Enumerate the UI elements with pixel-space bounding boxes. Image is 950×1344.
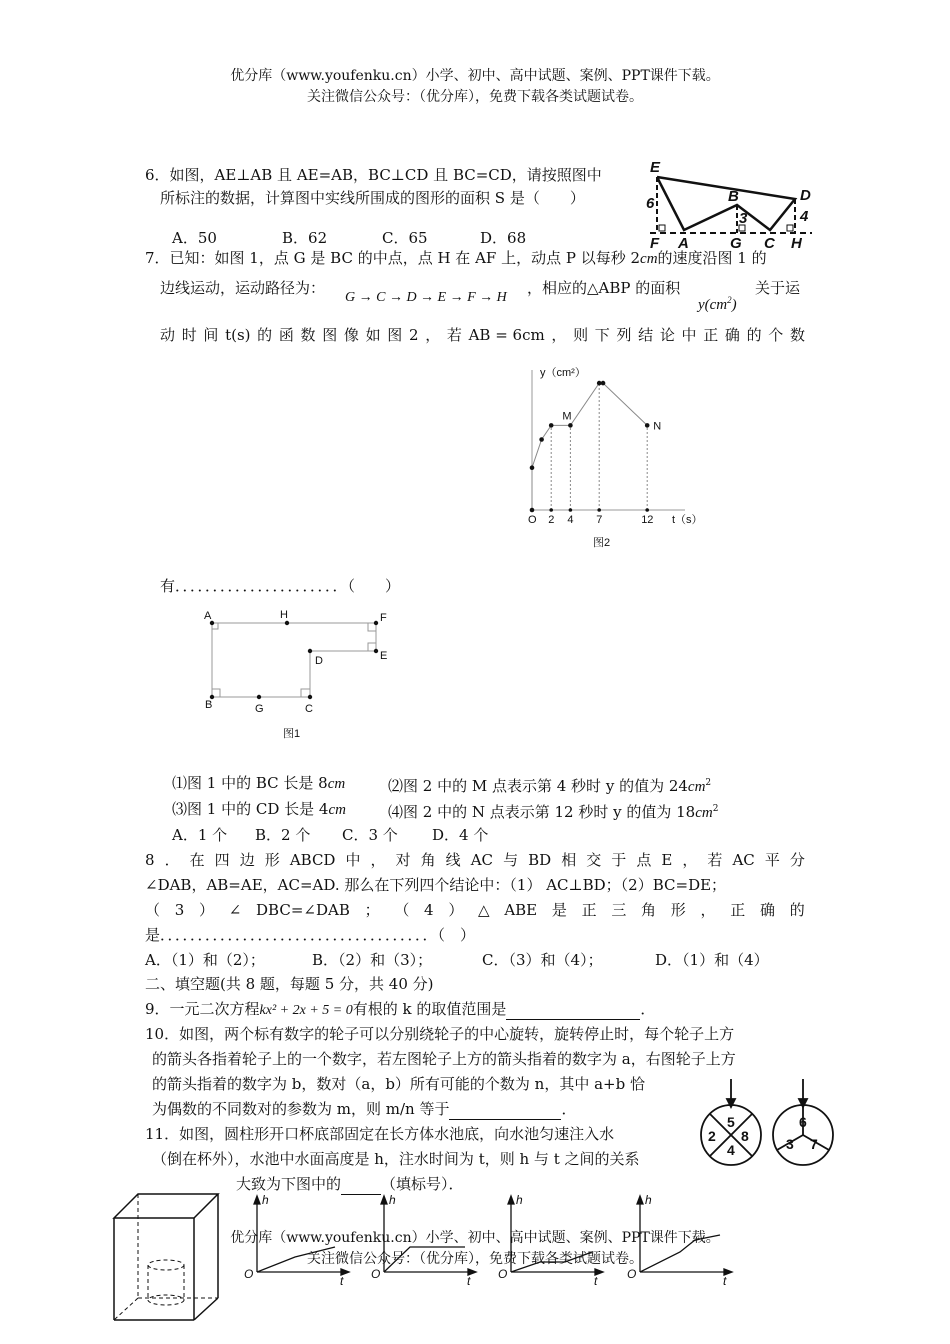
fig2-tick-label: 2 (548, 514, 555, 526)
word: 四 (214, 851, 230, 869)
q10-line-2: 的箭头各指着轮子上的一个数字，若左图轮子上方的箭头指着的数字为 a，右图轮子上方 (152, 1050, 736, 1068)
q9-text-b: 有根的 k 的取值范围是 (352, 1000, 507, 1018)
fig2-annotation-N: N (653, 420, 662, 433)
q10-wheels (695, 1075, 840, 1170)
q7-statement-4-text: ⑷图 2 中的 N 点表示第 12 秒时 y 的值为 18 (388, 803, 696, 821)
fig2-caption: 图2 (593, 537, 611, 549)
word: 形 (264, 851, 280, 869)
wheel-right-7: 7 (810, 1136, 818, 1152)
word: 动 (160, 326, 176, 344)
graph-1-h: h (262, 1193, 269, 1207)
word: 如 (365, 326, 381, 344)
graph-4-o: O (627, 1267, 637, 1281)
word: DBC=∠DAB (256, 901, 350, 919)
q10-line-4 (152, 1099, 576, 1120)
q10-line-1: 10．如图，两个标有数字的轮子可以分别绕轮子的中心旋转，旋转停止时，每个轮子上方 (145, 1025, 735, 1043)
q7-statement-3-unit: cm (328, 802, 346, 818)
q7-statement-4-unit: cm (695, 805, 713, 821)
q8-option-c: C．（3）和（4）； (482, 951, 603, 969)
q9-answer-blank[interactable] (506, 999, 640, 1020)
fig1-label-b: B (205, 699, 213, 711)
word: 确 (724, 326, 740, 344)
q7-area-var-text: y(cm (698, 297, 728, 313)
q6-num-4: 4 (800, 208, 809, 225)
graph-3-t: t (594, 1274, 598, 1287)
fig2-data-point (645, 423, 650, 428)
wheel-right-6: 6 (799, 1114, 807, 1130)
word: 是 (551, 901, 567, 919)
fig2-data-point (549, 423, 554, 428)
word: 论 (659, 326, 675, 344)
wheel-left-8: 8 (741, 1128, 749, 1144)
word: 交 (586, 851, 602, 869)
word: 数 (300, 326, 316, 344)
header-line-2: 关注微信公众号：（优分库），免费下载各类试题试卷。 (307, 89, 643, 105)
graph-2-o: O (371, 1267, 381, 1281)
q7-option-a: A．1 个 (172, 826, 228, 844)
wheel-left-4: 4 (727, 1142, 735, 1158)
fig1-caption: 图1 (283, 728, 301, 740)
q11-line-2: （倒在杯外），水池中水面高度是 h，注水时间为 t，则 h 与 t 之间的关系 (152, 1150, 640, 1168)
q6-label-c: C (764, 235, 775, 250)
fig2-tick-dot (645, 508, 649, 512)
word: ） (199, 901, 215, 919)
q6-label-e: E (650, 159, 661, 176)
q7-area-close: ) (731, 297, 737, 313)
graph-3-h: h (516, 1193, 523, 1207)
q6-option-a: A．50 (172, 229, 217, 247)
q8-line-4: 是．．．．．．．．．．．．．．．．．．．．．．．．．．．．．．．．．．．．（ ） (145, 926, 476, 944)
word: 与 (503, 851, 519, 869)
word: AC (732, 851, 755, 869)
q8-line-2: ∠DAB，AB=AE，AC=AD. 那么在下列四个结论中：（1） AC⊥BD；（2）BC=DE； (145, 876, 727, 894)
graph-4-t: t (723, 1274, 727, 1287)
word: 对 (395, 851, 411, 869)
graph-1-t: t (340, 1274, 344, 1287)
q6-label-a: A (678, 235, 689, 250)
word: ， (700, 901, 716, 919)
q10-end: ． (561, 1100, 577, 1118)
word: （ (145, 901, 161, 919)
word: BD (528, 851, 552, 869)
q6-label-f: F (650, 235, 660, 250)
word: 确 (759, 901, 775, 919)
fig1-label-a: A (204, 610, 212, 622)
word: ； (364, 901, 380, 919)
q6-line-1: 6．如图，AE⊥AB 且 AE=AB，BC⊥CD 且 BC=CD，请按照图中 (145, 166, 602, 184)
q10-answer-blank[interactable] (449, 1099, 561, 1120)
word: △ (478, 901, 490, 919)
word: ， (370, 851, 386, 869)
word: 时 (181, 326, 197, 344)
q6-num-6: 6 (646, 195, 655, 212)
graph-1-o: O (244, 1267, 254, 1281)
q8-option-d: D．（1）和（4） (655, 951, 769, 969)
wheel-left-5: 5 (727, 1114, 735, 1130)
word: 数 (789, 326, 805, 344)
word: ． (164, 851, 180, 869)
q6-option-b: B．62 (282, 229, 328, 247)
word: 图 (387, 326, 403, 344)
word: 线 (445, 851, 461, 869)
section-2-title: 二、填空题(共 8 题，每题 5 分，共 40 分) (145, 975, 434, 993)
q7-area-sq: 2 (727, 295, 732, 305)
fig1-label-f: F (380, 612, 387, 624)
word: 中 (345, 851, 361, 869)
fig2-tick-label: 7 (596, 514, 603, 526)
fig2-data-point (601, 381, 606, 386)
word: 的 (257, 326, 273, 344)
fig1-label-g: G (255, 703, 264, 715)
word: 于 (611, 851, 627, 869)
q8-line-3 (145, 900, 805, 920)
q6-label-d: D (800, 187, 811, 204)
word: （ (394, 901, 410, 919)
word: 角 (641, 901, 657, 919)
q7-line-2c: 关于运 (755, 279, 801, 297)
q7-statement-3-text: ⑶图 1 中的 CD 长是 4 (172, 800, 329, 818)
fig1-label-d: D (315, 655, 323, 667)
wheel-left-2: 2 (708, 1128, 716, 1144)
word: t(s) (225, 326, 251, 344)
graph-2-h: h (389, 1193, 396, 1207)
fig2-annotation-M: M (562, 410, 572, 423)
q6-num-3: 3 (739, 210, 748, 227)
fig2-data-point (530, 508, 535, 513)
fig2-tick-dot (549, 508, 553, 512)
q11-line-1: 11．如图，圆柱形开口杯底部固定在长方体水池底，向水池匀速注入水 (145, 1125, 615, 1143)
word: 角 (420, 851, 436, 869)
word: AB = 6cm (468, 326, 545, 344)
fig2-tick-label: 12 (641, 514, 654, 526)
q7-line-2a: 边线运动，运动路径为： (160, 279, 326, 297)
fig2-tick-dot (569, 508, 573, 512)
word: 图 (322, 326, 338, 344)
word: 2 (408, 326, 419, 344)
q7-statement-2-unit: cm (687, 779, 706, 795)
q6-figure (640, 155, 820, 250)
q6-label-b: B (728, 188, 739, 205)
q7-statement-3 (172, 799, 346, 820)
fig1-label-h: H (280, 609, 288, 621)
q7-line-1a: 7．已知：如图 1，点 G 是 BC 的中点，点 H 在 AF 上，动点 P 以每秒 2 (145, 249, 641, 267)
q9-line (145, 999, 655, 1021)
word: 下 (594, 326, 610, 344)
word: ， (682, 851, 698, 869)
word: 在 (189, 851, 205, 869)
q8-line-1 (145, 850, 805, 870)
word: 函 (278, 326, 294, 344)
q7-line-3 (160, 325, 805, 345)
word: 正 (581, 901, 597, 919)
q7-statement-1-text: ⑴图 1 中的 BC 长是 8 (172, 774, 328, 792)
q7-statement-4-sup: 2 (712, 804, 719, 814)
word: ， (551, 326, 567, 344)
wheel-right-3: 3 (786, 1136, 794, 1152)
q7-area-var (698, 290, 737, 315)
word: 相 (561, 851, 577, 869)
q6-line-2: 所标注的数据，计算图中实线所围成的图形的面积 S 是（ ） (160, 189, 585, 207)
word: 3 (174, 901, 185, 919)
graph-3-o: O (498, 1267, 508, 1281)
word: 列 (616, 326, 632, 344)
word: 若 (446, 326, 462, 344)
q9-end: ． (640, 1000, 656, 1018)
q7-figure-2 (510, 360, 720, 560)
q7-figure-1 (195, 605, 405, 745)
q9-text-a: 9．一元二次方程 (145, 1000, 260, 1018)
word: 正 (730, 901, 746, 919)
q7-option-c: C．3 个 (342, 826, 398, 844)
q11-line-3-end: （填标号）． (381, 1175, 464, 1193)
q8-option-a: A．（1）和（2）； (145, 951, 265, 969)
fig2-tick-dot (597, 508, 601, 512)
q7-statement-1 (172, 773, 345, 794)
word: ABCD (289, 851, 336, 869)
fig1-label-c: C (305, 703, 313, 715)
word: AC (470, 851, 494, 869)
header-line-1: 优分库（www.youfenku.cn）小学、初中、高中试题、案例、PPT课件下载。 (230, 68, 720, 84)
word: ∠ (228, 901, 242, 919)
word: 间 (203, 326, 219, 344)
word: 三 (611, 901, 627, 919)
q6-option-d: D．68 (480, 229, 527, 247)
fig2-data-point (539, 437, 544, 442)
fig2-data-point (530, 465, 535, 470)
word: 形 (670, 901, 686, 919)
q6-label-h: H (791, 235, 802, 250)
footer-line-2: 关注微信公众号：（优分库），免费下载各类试题试卷。 (307, 1251, 643, 1267)
graph-2-t: t (467, 1274, 471, 1287)
fig2-x-label: t（s） (672, 514, 703, 526)
q6-label-g: G (730, 235, 742, 250)
q7-line-2b: ，相应的△ABP 的面积 (527, 279, 681, 297)
q7-statement-1-unit: cm (327, 776, 346, 792)
word: ABE (504, 901, 538, 919)
word: 若 (707, 851, 723, 869)
word: E (661, 851, 673, 869)
q10-line-3: 的箭头指着的数字为 b，数对（a，b）所有可能的个数为 n，其中 a+b 恰 (152, 1075, 645, 1093)
word: 像 (343, 326, 359, 344)
fig2-data-point (568, 423, 573, 428)
q6-option-c: C．65 (382, 229, 428, 247)
q7-statement-2-text: ⑵图 2 中的 M 点表示第 4 秒时 y 的值为 24 (388, 777, 688, 795)
q7-statement-2 (388, 773, 711, 797)
word: 4 (424, 901, 434, 919)
word: 正 (703, 326, 719, 344)
footer-line-1: 优分库（www.youfenku.cn）小学、初中、高中试题、案例、PPT课件下载。 (230, 1230, 720, 1246)
q9-equation: kx² + 2x + 5 = 0 (259, 1003, 353, 1018)
fig2-y-label: y（cm²） (540, 367, 586, 379)
word: 分 (789, 851, 805, 869)
fig2-origin: O (528, 514, 537, 526)
word: 点 (636, 851, 652, 869)
q7-option-d: D．4 个 (432, 826, 489, 844)
word: 平 (764, 851, 780, 869)
q7-option-b: B．2 个 (255, 826, 311, 844)
graph-4-h: h (645, 1193, 652, 1207)
q7-line-1b: 的速度沿图 1 的 (657, 249, 767, 267)
fig2-tick-label: 4 (567, 514, 574, 526)
word: 的 (789, 901, 805, 919)
q7-line-1 (145, 248, 767, 269)
q7-statement-4 (388, 799, 718, 823)
word: 边 (239, 851, 255, 869)
fig1-label-e: E (380, 650, 388, 662)
word: ） (448, 901, 464, 919)
word: 中 (681, 326, 697, 344)
q7-unit-cm: cm (640, 251, 658, 267)
word: ， (425, 326, 441, 344)
fig2-series-line (532, 383, 647, 510)
q8-option-b: B．（2）和（3）； (312, 951, 433, 969)
q7-path: G → C → D → E → F → H (345, 290, 507, 305)
q7-statement-2-sup: 2 (705, 778, 712, 788)
q10-line-4-text: 为偶数的不同数对的参数为 m，则 m/n 等于 (152, 1100, 450, 1118)
word: 8 (145, 851, 155, 869)
q7-line-4: 有．．．．．．．．．．．．．．．．．．．．．．（ ） (160, 577, 401, 595)
q11-line-3-text: 大致为下图中的 (236, 1175, 342, 1193)
word: 则 (573, 326, 589, 344)
word: 结 (638, 326, 654, 344)
word: 个 (768, 326, 784, 344)
word: 的 (746, 326, 762, 344)
